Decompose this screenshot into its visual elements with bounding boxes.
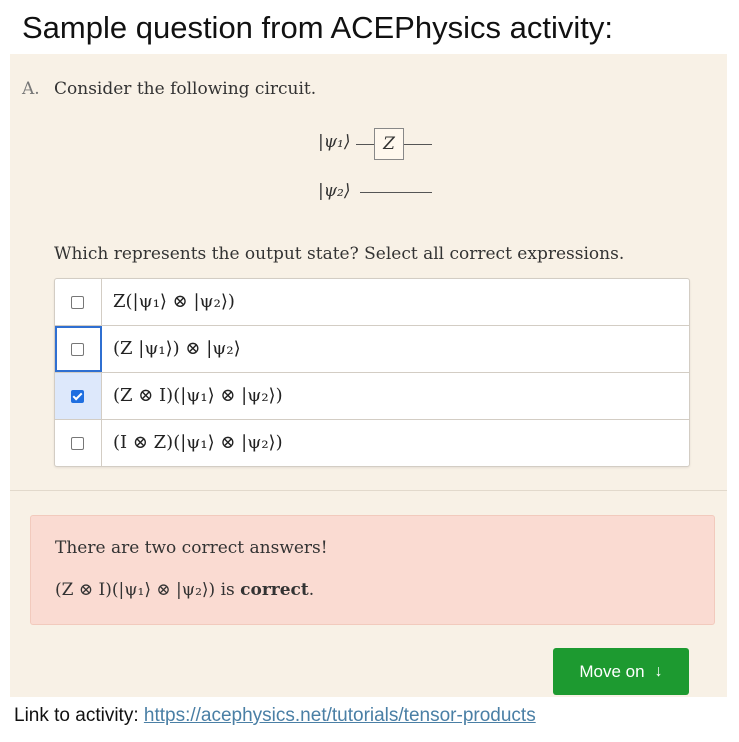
circuit-input-2: |ψ₂⟩ <box>318 181 351 201</box>
feedback-panel <box>30 515 715 625</box>
checkbox-cell[interactable] <box>55 279 102 325</box>
circuit-wire-1b <box>404 144 432 145</box>
feedback-verdict: correct <box>240 580 309 600</box>
circuit-input-1: |ψ₁⟩ <box>318 132 351 152</box>
circuit-wire-1a <box>356 144 374 145</box>
option-row[interactable] <box>55 419 689 466</box>
checkbox-cell[interactable] <box>55 373 102 419</box>
z-gate: Z <box>374 128 404 160</box>
option-row[interactable] <box>55 325 689 372</box>
feedback-is-text: is <box>215 580 241 600</box>
footer-prefix: Link to activity: <box>14 705 144 726</box>
activity-link-line <box>14 705 536 727</box>
answer-options <box>54 278 690 467</box>
feedback-detail <box>55 580 314 600</box>
option-row[interactable] <box>55 372 689 419</box>
checkbox-checked[interactable] <box>71 390 84 403</box>
checkbox[interactable] <box>71 437 84 450</box>
checkbox-cell[interactable] <box>55 326 102 372</box>
feedback-expression: (Z ⊗ I)(|ψ₁⟩ ⊗ |ψ₂⟩) <box>55 580 216 600</box>
feedback-message: There are two correct answers! <box>55 538 328 558</box>
checkbox[interactable] <box>71 296 84 309</box>
option-expression: Z(|ψ₁⟩ ⊗ |ψ₂⟩) <box>113 291 235 312</box>
option-expression: (Z |ψ₁⟩) ⊗ |ψ₂⟩ <box>113 338 241 359</box>
question-prompt: Which represents the output state? Select all correct expressions. <box>54 244 625 264</box>
feedback-period: . <box>308 580 315 600</box>
circuit-wire-2 <box>360 192 432 193</box>
activity-link[interactable]: https://acephysics.net/tutorials/tensor-products <box>143 705 536 726</box>
question-text: Consider the following circuit. <box>54 79 317 99</box>
checkbox[interactable] <box>71 343 84 356</box>
option-expression: (Z ⊗ I)(|ψ₁⟩ ⊗ |ψ₂⟩) <box>113 385 283 406</box>
move-on-label: Move on <box>579 661 645 681</box>
checkbox-cell[interactable] <box>55 420 102 466</box>
question-card <box>10 54 727 697</box>
slide-title: Sample question from ACEPhysics activity: <box>22 10 613 45</box>
circuit-diagram <box>300 124 460 214</box>
question-letter: A. <box>22 79 40 99</box>
section-divider <box>10 490 727 491</box>
move-on-button[interactable] <box>553 648 689 695</box>
option-row[interactable] <box>55 279 689 325</box>
arrow-down-icon: ↓ <box>654 662 663 680</box>
option-expression: (I ⊗ Z)(|ψ₁⟩ ⊗ |ψ₂⟩) <box>113 432 283 453</box>
